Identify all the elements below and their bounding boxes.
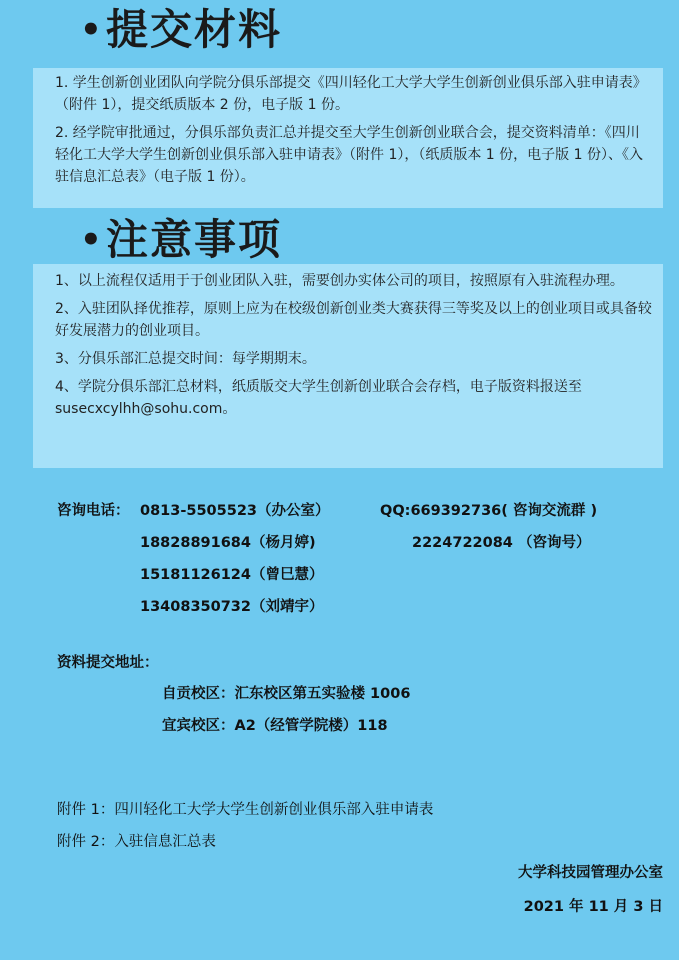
- section-heading-submit-materials: [80, 4, 282, 56]
- qq-consult: 2224722084 （咨询号）: [412, 535, 591, 551]
- phone-contact: 18828891684（杨月婷): [140, 535, 316, 551]
- bullet-icon: •: [80, 10, 104, 50]
- submit-item: 2. 经学院审批通过，分俱乐部负责汇总并提交至大学生创新创业联合会，提交资料清单：《四川轻化工大学大学生创新创业俱乐部入驻申请表》（附件 1），（纸质版本 1 份，电子版 1 份）、《入驻信息汇总表》（电子版 1 份）。: [55, 125, 643, 185]
- bullet-icon: •: [80, 220, 104, 260]
- issue-date: 2021 年 11 月 3 日: [523, 899, 663, 915]
- contact-label: 咨询电话：: [57, 503, 130, 519]
- notes-box: [33, 264, 663, 468]
- attachment-1: 附件 1：四川轻化工大学大学生创新创业俱乐部入驻申请表: [57, 802, 434, 818]
- phone-contact: 13408350732（刘靖宇）: [140, 599, 324, 615]
- issuing-office: 大学科技园管理办公室: [518, 865, 663, 881]
- address-zigong: 自贡校区：汇东校区第五实验楼 1006: [162, 686, 411, 702]
- section-title: 注意事项: [106, 215, 283, 264]
- note-item: 1、以上流程仅适用于于创业团队入驻，需要创办实体公司的项目，按照原有入驻流程办理。: [55, 273, 624, 289]
- section-title: 提交材料: [106, 5, 283, 54]
- attachment-2: 附件 2：入驻信息汇总表: [57, 834, 216, 850]
- address-label: 资料提交地址：: [57, 655, 159, 671]
- section-heading-notes: [80, 214, 282, 266]
- note-item: 4、学院分俱乐部汇总材料，纸质版交大学生创新创业联合会存档，电子版资料报送至 susecxcylhh@sohu.com。: [55, 379, 582, 417]
- address-yibin: 宜宾校区：A2（经管学院楼）118: [162, 718, 388, 734]
- phone-contact: 15181126124（曾巳慧）: [140, 567, 324, 583]
- note-item: 3、分俱乐部汇总提交时间：每学期期末。: [55, 351, 316, 367]
- submit-materials-box: [33, 68, 663, 208]
- qq-group: QQ:669392736( 咨询交流群 ): [380, 503, 598, 519]
- phone-office: 0813-5505523（办公室）: [140, 503, 330, 519]
- note-item: 2、入驻团队择优推荐，原则上应为在校级创新创业类大赛获得三等奖及以上的创业项目或具备较好发展潜力的创业项目。: [55, 301, 652, 339]
- submit-item: 1. 学生创新创业团队向学院分俱乐部提交《四川轻化工大学大学生创新创业俱乐部入驻申请表》（附件 1），提交纸质版本 2 份，电子版 1 份。: [55, 75, 647, 113]
